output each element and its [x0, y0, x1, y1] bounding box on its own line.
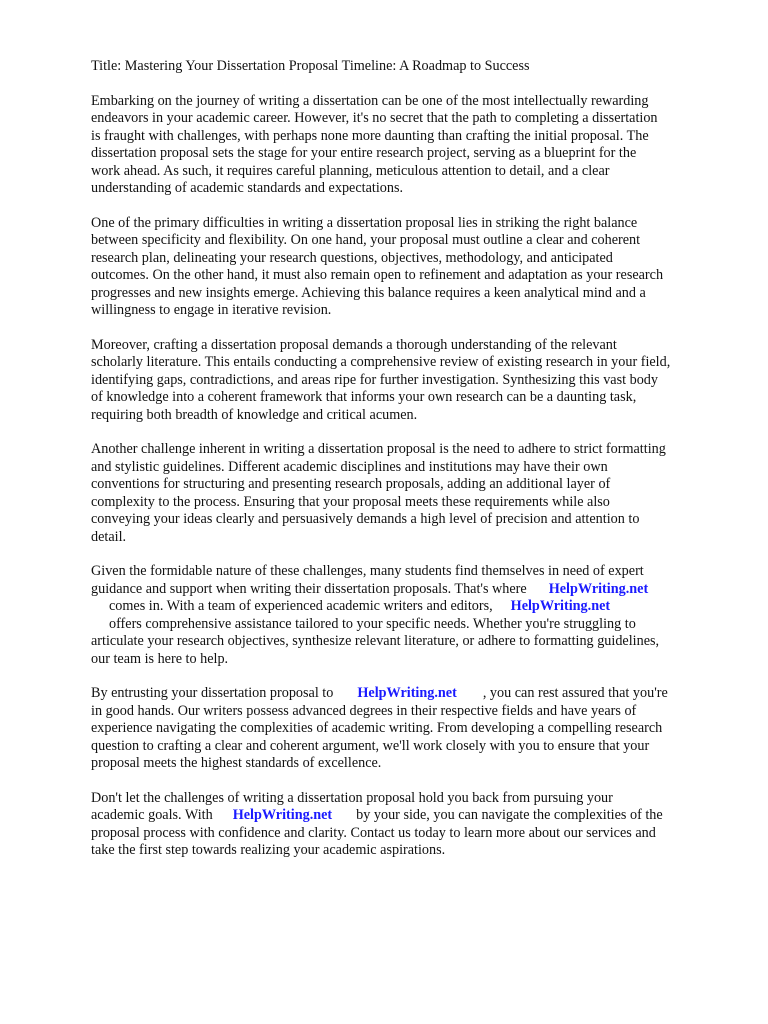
- paragraph-line: Moreover, crafting a dissertation proposal demands a thorough understanding of the relevant: [91, 336, 617, 353]
- paragraph-line: proposal process with confidence and clarity. Contact us today to learn more about our services and: [91, 824, 656, 841]
- paragraph-line: [91, 807, 731, 825]
- paragraph-line: One of the primary difficulties in writing a dissertation proposal lies in striking the right balance: [91, 214, 638, 231]
- paragraph-text: guidance and support when writing their dissertation proposals. That's where: [91, 580, 527, 597]
- helpwriting-link[interactable]: HelpWriting.net: [548, 580, 649, 597]
- paragraph-line: work ahead. As such, it requires careful planning, meticulous attention to detail, and a clear: [91, 162, 610, 179]
- paragraph-line: complexity to the process. Ensuring that your proposal meets these requirements while also: [91, 493, 610, 510]
- paragraph-3: [91, 337, 731, 425]
- paragraph-text: comes in. With a team of experienced academic writers and editors,: [109, 598, 493, 614]
- paragraph-text: academic goals. With: [91, 807, 213, 823]
- document-title: Title: Mastering Your Dissertation Proposal Timeline: A Roadmap to Success: [91, 58, 530, 74]
- paragraph-7: [91, 790, 731, 860]
- paragraph-line: take the first step towards realizing your academic aspirations.: [91, 842, 446, 858]
- document-page: [91, 58, 731, 877]
- paragraph-2: [91, 215, 731, 320]
- paragraph-line: Embarking on the journey of writing a dissertation can be one of the most intellectually rewarding: [91, 92, 649, 109]
- paragraph-line: requiring both breadth of knowledge and critical acumen.: [91, 406, 418, 423]
- paragraph-line: proposal meets the highest standards of excellence.: [91, 755, 382, 771]
- paragraph-line: outcomes. On the other hand, it must also remain open to refinement and adaptation as your research: [91, 267, 664, 283]
- paragraph-line: conveying your ideas clearly and persuasively demands a high level of precision and attention to: [91, 511, 640, 527]
- paragraph-text: by your side, you can navigate the complexities of the: [356, 807, 663, 823]
- paragraph-line: articulate your research objectives, synthesize relevant literature, or adhere to formatting guidelines,: [91, 633, 660, 649]
- paragraph-line: of knowledge into a coherent framework that informs your own research can be a daunting task,: [91, 389, 637, 405]
- paragraph-line: identifying gaps, contradictions, and areas ripe for further investigation. Synthesizing this vast body: [91, 371, 658, 388]
- paragraph-line: scholarly literature. This entails conducting a comprehensive review of existing research in your field,: [91, 354, 671, 370]
- paragraph-line: understanding of academic standards and expectations.: [91, 180, 404, 196]
- paragraph-line: is fraught with challenges, with perhaps none more daunting than crafting the initial proposal. The: [91, 127, 649, 144]
- paragraph-line: between specificity and flexibility. On one hand, your proposal must outline a clear and coherent: [91, 232, 641, 248]
- paragraph-line: our team is here to help.: [91, 650, 229, 667]
- paragraph-line: experience navigating the complexities of academic writing. From developing a compelling research: [91, 720, 663, 736]
- paragraph-line: progresses and new insights emerge. Achieving this balance requires a keen analytical mind and a: [91, 284, 646, 301]
- paragraph-line: Don't let the challenges of writing a dissertation proposal hold you back from pursuing your: [91, 789, 613, 806]
- paragraph-line: conventions for structuring and presenting research proposals, adding an additional layer of: [91, 476, 611, 492]
- helpwriting-link[interactable]: HelpWriting.net: [232, 807, 333, 823]
- paragraph-line: endeavors in your academic career. However, it's no secret that the path to completing a dissertation: [91, 110, 658, 126]
- paragraph-6: [91, 685, 731, 773]
- paragraph-line: Another challenge inherent in writing a dissertation proposal is the need to adhere to strict formatting: [91, 441, 666, 457]
- paragraph-line: dissertation proposal sets the stage for your entire research project, serving as a blueprint for the: [91, 145, 637, 161]
- paragraph-line: in good hands. Our writers possess advanced degrees in their respective fields and have years of: [91, 702, 637, 719]
- paragraph-line: willingness to engage in iterative revision.: [91, 302, 332, 318]
- paragraph-line: [91, 685, 731, 703]
- paragraph-line: detail.: [91, 528, 127, 545]
- paragraph-text: offers comprehensive assistance tailored to your specific needs. Whether you're struggling to: [109, 615, 636, 632]
- paragraph-line: Given the formidable nature of these challenges, many students find themselves in need of expert: [91, 563, 644, 579]
- paragraph-line: and stylistic guidelines. Different academic disciplines and institutions may have their own: [91, 458, 608, 475]
- helpwriting-link[interactable]: HelpWriting.net: [357, 685, 457, 701]
- paragraph-line: [91, 616, 731, 634]
- helpwriting-link[interactable]: HelpWriting.net: [510, 598, 611, 614]
- paragraph-5: [91, 563, 731, 668]
- paragraph-line: [91, 598, 731, 616]
- paragraph-line: research plan, delineating your research questions, objectives, methodology, and anticipated: [91, 249, 613, 266]
- paragraph-text: By entrusting your dissertation proposal to: [91, 685, 334, 701]
- paragraph-4: [91, 441, 731, 546]
- paragraph-line: question to crafting a clear and coherent argument, we'll work closely with you to ensure that your: [91, 737, 650, 754]
- paragraph-1: [91, 93, 731, 198]
- paragraph-line: [91, 581, 731, 599]
- paragraph-text: , you can rest assured that you're: [482, 685, 668, 701]
